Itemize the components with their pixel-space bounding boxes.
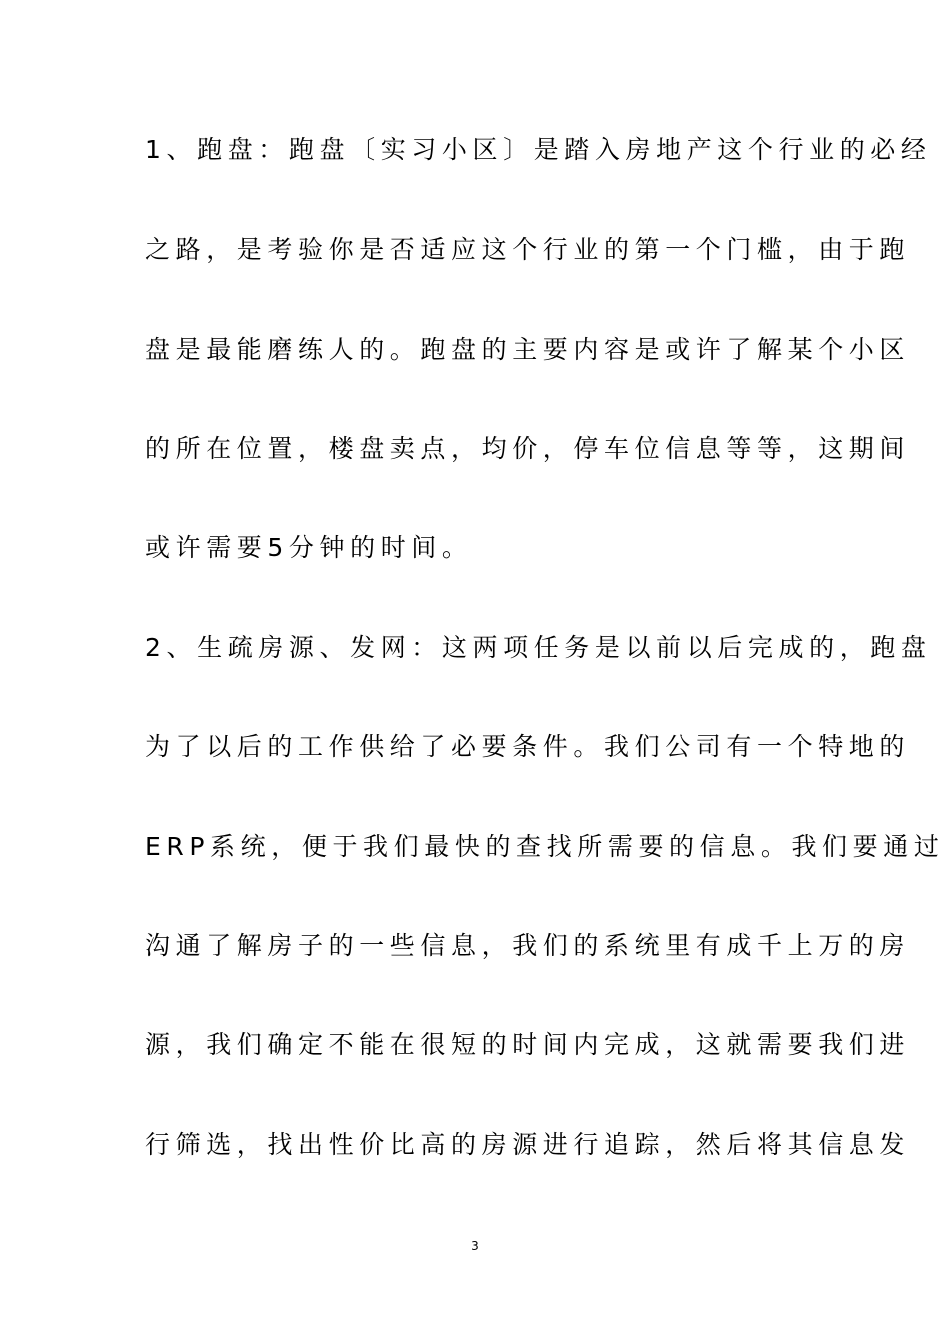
- text-line: 或许需要5分钟的时间。: [145, 533, 473, 562]
- text-line: 之路，是考验你是否适应这个行业的第一个门槛，由于跑: [145, 235, 911, 264]
- text-line: 为了以后的工作供给了必要条件。我们公司有一个特地的: [145, 732, 911, 761]
- text-line: 2、生疏房源、发网：这两项任务是以前以后完成的，跑盘: [145, 633, 932, 662]
- text-line: 盘是最能磨练人的。跑盘的主要内容是或许了解某个小区: [145, 335, 911, 364]
- text-line: 源，我们确定不能在很短的时间内完成，这就需要我们进: [145, 1030, 911, 1059]
- text-line: 的所在位置，楼盘卖点，均价，停车位信息等等，这期间: [145, 434, 911, 463]
- text-line: 行筛选，找出性价比高的房源进行追踪，然后将其信息发: [145, 1130, 911, 1159]
- page-number: 3: [471, 1239, 479, 1253]
- text-line: ERP系统，便于我们最快的查找所需要的信息。我们要通过: [145, 832, 945, 861]
- text-line: 沟通了解房子的一些信息，我们的系统里有成千上万的房: [145, 931, 911, 960]
- text-line: 1、跑盘：跑盘〔实习小区〕是踏入房地产这个行业的必经: [145, 135, 932, 164]
